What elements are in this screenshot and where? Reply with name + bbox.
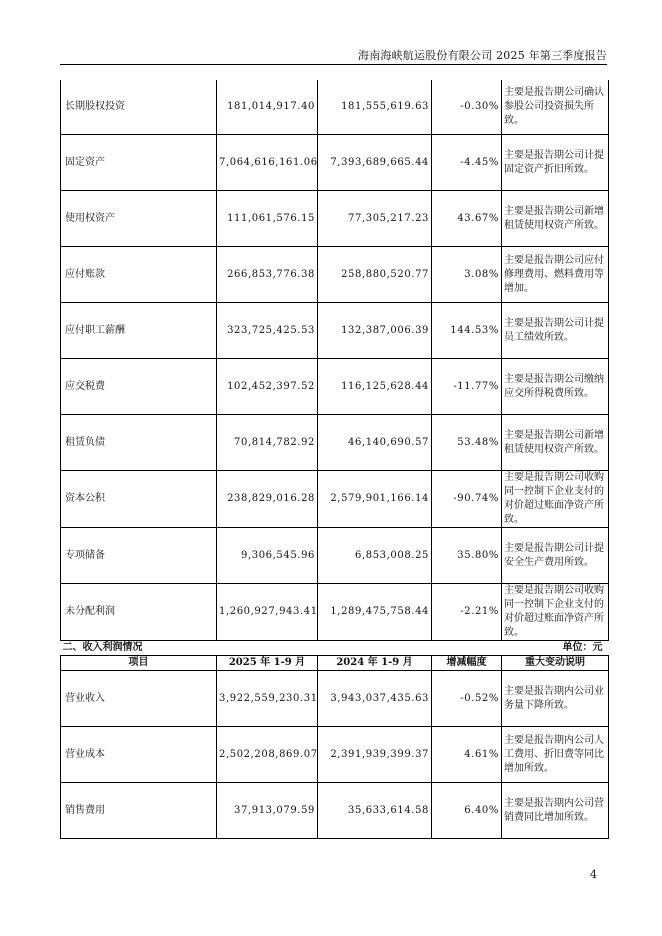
row-change-note: 主要是报告期公司计提安全生产费用所致。 <box>502 528 609 584</box>
row-change-percent: -11.77% <box>432 359 502 415</box>
row-item-name: 使用权资产 <box>61 191 217 247</box>
row-change-note: 主要是报告期公司缴纳应交所得税费所致。 <box>502 359 609 415</box>
row-previous-value: 77,305,217.23 <box>318 191 432 247</box>
table-row <box>61 528 609 584</box>
row-item-name: 固定资产 <box>61 135 217 191</box>
row-change-note: 主要是报告期内公司业务量下降所致。 <box>502 671 609 727</box>
row-current-value: 323,725,425.53 <box>217 303 318 359</box>
row-current-value: 70,814,782.92 <box>217 415 318 471</box>
row-current-value: 37,913,079.59 <box>217 783 318 839</box>
section-title: 二、收入利润情况 <box>61 641 432 656</box>
row-previous-value: 181,555,619.63 <box>318 80 432 135</box>
table-row <box>61 584 609 641</box>
header-item: 项目 <box>61 656 217 671</box>
header-current-period: 2025 年 1-9 月 <box>217 656 318 671</box>
row-item-name: 应付账款 <box>61 247 217 303</box>
row-item-name: 长期股权投资 <box>61 80 217 135</box>
row-change-note: 主要是报告期内公司人工费用、折旧费等同比增加所致。 <box>502 727 609 783</box>
table-row <box>61 783 609 839</box>
row-previous-value: 1,289,475,758.44 <box>318 584 432 641</box>
table-row <box>61 671 609 727</box>
row-previous-value: 3,943,037,435.63 <box>318 671 432 727</box>
row-item-name: 销售费用 <box>61 783 217 839</box>
row-change-percent: 3.08% <box>432 247 502 303</box>
row-item-name: 租赁负债 <box>61 415 217 471</box>
row-change-percent: -0.52% <box>432 671 502 727</box>
table-header-row <box>61 656 609 671</box>
row-change-note: 主要是报告期公司收购同一控制下企业支付的对价超过账面净资产所致。 <box>502 471 609 528</box>
row-current-value: 238,829,016.28 <box>217 471 318 528</box>
row-previous-value: 46,140,690.57 <box>318 415 432 471</box>
row-current-value: 102,452,397.52 <box>217 359 318 415</box>
header-change: 增减幅度 <box>432 656 502 671</box>
row-change-percent: -0.30% <box>432 80 502 135</box>
table-row <box>61 471 609 528</box>
report-header-title: 海南海峡航运股份有限公司 2025 年第三季度报告 <box>358 49 607 62</box>
header-previous-period: 2024 年 1-9 月 <box>318 656 432 671</box>
row-item-name: 营业收入 <box>61 671 217 727</box>
row-change-percent: 35.80% <box>432 528 502 584</box>
row-previous-value: 7,393,689,665.44 <box>318 135 432 191</box>
row-current-value: 7,064,616,161.06 <box>217 135 318 191</box>
table-row <box>61 303 609 359</box>
row-change-note: 主要是报告期公司应付修理费用、燃料费用等增加。 <box>502 247 609 303</box>
row-change-percent: 144.53% <box>432 303 502 359</box>
row-current-value: 1,260,927,943.41 <box>217 584 318 641</box>
row-current-value: 9,306,545.96 <box>217 528 318 584</box>
header-divider <box>60 64 607 65</box>
table-row <box>61 359 609 415</box>
row-change-percent: -2.21% <box>432 584 502 641</box>
row-change-note: 主要是报告期公司新增租赁使用权资产所致。 <box>502 191 609 247</box>
row-change-note: 主要是报告期公司计提固定资产折旧所致。 <box>502 135 609 191</box>
row-change-percent: 43.67% <box>432 191 502 247</box>
table-row <box>61 247 609 303</box>
row-change-percent: -90.74% <box>432 471 502 528</box>
balance-section <box>61 80 609 641</box>
row-item-name: 资本公积 <box>61 471 217 528</box>
row-item-name: 应交税费 <box>61 359 217 415</box>
row-change-note: 主要是报告期公司新增租赁使用权资产所致。 <box>502 415 609 471</box>
table-row <box>61 191 609 247</box>
row-previous-value: 258,880,520.77 <box>318 247 432 303</box>
income-section <box>61 641 609 671</box>
table-row <box>61 727 609 783</box>
row-item-name: 未分配利润 <box>61 584 217 641</box>
row-previous-value: 116,125,628.44 <box>318 359 432 415</box>
header-note: 重大变动说明 <box>502 656 609 671</box>
row-item-name: 专项储备 <box>61 528 217 584</box>
row-current-value: 3,922,559,230.31 <box>217 671 318 727</box>
row-previous-value: 132,387,006.39 <box>318 303 432 359</box>
table-row <box>61 80 609 135</box>
row-previous-value: 35,633,614.58 <box>318 783 432 839</box>
row-current-value: 111,061,576.15 <box>217 191 318 247</box>
row-item-name: 营业成本 <box>61 727 217 783</box>
row-change-percent: -4.45% <box>432 135 502 191</box>
row-change-note: 主要是报告期公司计提员工绩效所致。 <box>502 303 609 359</box>
financial-table <box>60 80 609 839</box>
row-current-value: 2,502,208,869.07 <box>217 727 318 783</box>
row-change-note: 主要是报告期公司收购同一控制下企业支付的对价超过账面净资产所致。 <box>502 584 609 641</box>
row-previous-value: 2,579,901,166.14 <box>318 471 432 528</box>
section-title-row <box>61 641 609 656</box>
row-current-value: 181,014,917.40 <box>217 80 318 135</box>
row-previous-value: 2,391,939,399.37 <box>318 727 432 783</box>
row-current-value: 266,853,776.38 <box>217 247 318 303</box>
income-rows <box>61 671 609 839</box>
row-change-note: 主要是报告期公司确认参股公司投资损失所致。 <box>502 80 609 135</box>
row-change-percent: 4.61% <box>432 727 502 783</box>
table-row <box>61 135 609 191</box>
table-row <box>61 415 609 471</box>
row-change-percent: 53.48% <box>432 415 502 471</box>
row-previous-value: 6,853,008.25 <box>318 528 432 584</box>
unit-label: 单位：元 <box>432 641 609 656</box>
row-change-percent: 6.40% <box>432 783 502 839</box>
page-number: 4 <box>590 868 597 881</box>
row-item-name: 应付职工薪酬 <box>61 303 217 359</box>
row-change-note: 主要是报告期内公司营销费同比增加所致。 <box>502 783 609 839</box>
